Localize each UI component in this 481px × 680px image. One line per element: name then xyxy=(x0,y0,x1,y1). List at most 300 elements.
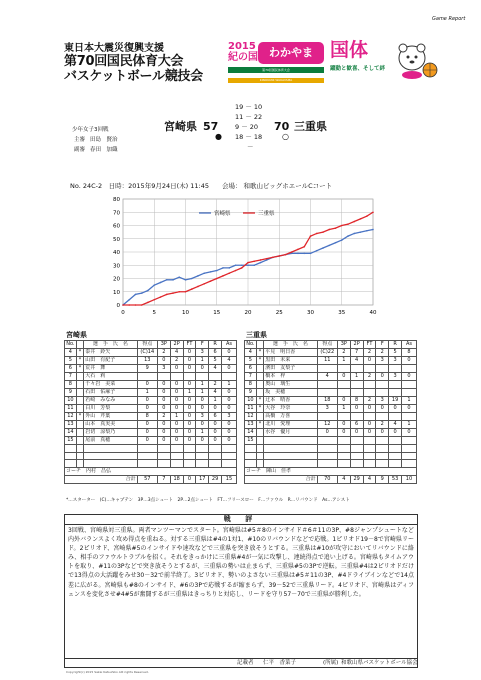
y-tick-label: 80 xyxy=(113,197,120,203)
empty-cell xyxy=(337,445,350,453)
table-row xyxy=(245,437,417,445)
roster-header-cell: No. xyxy=(66,341,75,347)
data-point xyxy=(266,258,268,260)
roster-header-cell: R xyxy=(209,341,222,349)
stat-cell: 19 xyxy=(389,397,402,405)
empty-cell xyxy=(376,460,389,468)
stat-cell: 0 xyxy=(137,421,157,429)
empty-row xyxy=(65,460,237,468)
empty-cell xyxy=(137,445,157,453)
empty-cell xyxy=(350,445,363,453)
total-cell: 53 xyxy=(389,475,402,483)
data-point xyxy=(135,294,137,296)
x-tick-label: 35 xyxy=(338,310,346,316)
stat-cell: 4 xyxy=(350,357,363,365)
player-name: 大谷 玲奈 xyxy=(264,405,317,413)
table-row xyxy=(245,421,417,429)
coach-name: コーチ 陳山 佳孝 xyxy=(245,467,417,475)
stat-cell: 9 xyxy=(65,389,77,397)
team-a-score: 57 xyxy=(203,120,219,133)
empty-cell xyxy=(137,452,157,460)
roster-header-cell: FT xyxy=(363,341,376,349)
stat-cell: 0 xyxy=(170,437,183,445)
empty-row xyxy=(65,452,237,460)
stat-cell: 3 xyxy=(317,405,337,413)
empty-row xyxy=(65,445,237,453)
player-name: 橋本 梓 xyxy=(264,373,317,381)
empty-cell xyxy=(84,460,137,468)
stat-cell xyxy=(76,389,83,397)
empty-cell xyxy=(245,452,257,460)
winner-mark: ○ xyxy=(282,132,289,141)
empty-cell xyxy=(65,452,77,460)
stat-cell: 2 xyxy=(363,373,376,381)
stat-cell: 0 xyxy=(363,429,376,437)
stat-cell xyxy=(350,413,363,421)
stat-cell xyxy=(76,421,83,429)
empty-cell xyxy=(196,452,209,460)
quarter-4: 18 － 18 xyxy=(235,133,263,141)
x-tick-label: 5 xyxy=(152,310,156,316)
data-point xyxy=(128,299,130,301)
data-point xyxy=(160,296,162,298)
stat-cell: 4 xyxy=(209,389,222,397)
empty-cell xyxy=(170,445,183,453)
stat-cell: 0 xyxy=(350,405,363,413)
copyright: Copyright(c) 2015 Sakai Katsuhiko Alll rights Reserved. xyxy=(66,670,149,674)
stat-cell: 0 xyxy=(170,405,183,413)
logo-year: 2015 xyxy=(228,41,256,52)
stat-cell: 1 xyxy=(137,389,157,397)
data-point xyxy=(197,275,199,277)
stat-cell: 0 xyxy=(376,373,389,381)
table-row xyxy=(245,397,417,405)
data-point xyxy=(297,249,299,251)
stat-cell: 0 xyxy=(337,429,350,437)
data-point xyxy=(185,291,187,293)
writer-name: 仁平 香菜子 xyxy=(263,660,297,666)
stat-cell: 3 xyxy=(221,413,236,421)
stat-cell: 0 xyxy=(170,429,183,437)
data-point xyxy=(303,246,305,248)
stat-cell: 0 xyxy=(157,421,170,429)
data-point xyxy=(372,211,374,213)
total-cell: 17 xyxy=(196,475,209,483)
data-point xyxy=(178,291,180,293)
roster-header-cell: No. xyxy=(246,341,255,347)
empty-cell xyxy=(84,452,137,460)
data-point xyxy=(253,260,255,262)
game-category: 少年女子3回戦 xyxy=(72,127,109,133)
stat-cell: 0 xyxy=(170,381,183,389)
player-name: 千々岩 美菜 xyxy=(84,381,137,389)
stat-cell: 3 xyxy=(196,349,209,357)
data-point xyxy=(153,284,155,286)
data-point xyxy=(160,282,162,284)
player-name: 外山 芹葉 xyxy=(84,413,137,421)
stat-cell xyxy=(337,413,350,421)
table-row xyxy=(65,389,237,397)
loser-mark: ● xyxy=(215,132,222,141)
data-point xyxy=(303,253,305,255)
stat-cell: 0 xyxy=(183,357,196,365)
stat-cell: 2 xyxy=(337,349,350,357)
data-point xyxy=(235,264,237,266)
stat-cell: 0 xyxy=(221,429,236,437)
stat-cell: 0 xyxy=(157,405,170,413)
stat-cell xyxy=(389,381,402,389)
table-row xyxy=(65,397,237,405)
y-tick-label: 20 xyxy=(113,276,120,283)
stat-cell xyxy=(76,405,83,413)
table-row xyxy=(245,357,417,365)
data-point xyxy=(272,257,274,259)
stat-cell: * xyxy=(256,405,263,413)
data-point xyxy=(335,227,337,229)
stat-cell: 12 xyxy=(65,413,77,421)
stat-cell: 1 xyxy=(221,381,236,389)
stat-cell xyxy=(363,381,376,389)
stat-cell: 1 xyxy=(350,373,363,381)
score-progression-chart xyxy=(103,195,379,321)
empty-cell xyxy=(157,445,170,453)
empty-cell xyxy=(157,452,170,460)
empty-cell xyxy=(317,452,337,460)
stat-cell: 0 xyxy=(196,397,209,405)
empty-cell xyxy=(65,445,77,453)
stat-cell xyxy=(317,365,337,373)
stat-cell: 0 xyxy=(209,421,222,429)
empty-cell xyxy=(350,460,363,468)
player-name xyxy=(264,437,317,445)
stat-cell: 1 xyxy=(209,397,222,405)
stat-cell xyxy=(157,373,170,381)
stat-cell xyxy=(317,437,337,445)
data-point xyxy=(147,302,149,304)
player-name: 荒井 舞 xyxy=(84,365,137,373)
table-row xyxy=(245,349,417,357)
empty-cell xyxy=(363,460,376,468)
player-name: 石田 佑麻子 xyxy=(84,389,137,397)
data-point xyxy=(347,223,349,225)
referee-2-label: 副審 xyxy=(74,147,86,153)
stat-cell: 1 xyxy=(401,421,416,429)
table-row xyxy=(65,381,237,389)
stat-cell: 0 xyxy=(221,349,236,357)
stat-cell: 10 xyxy=(65,397,77,405)
empty-cell xyxy=(245,460,257,468)
header-line-2: 第70回国民体育大会 xyxy=(64,54,184,69)
roster-header-cell: R xyxy=(389,341,402,349)
stat-cell: * xyxy=(256,349,263,357)
stat-cell: 8 xyxy=(65,381,77,389)
data-point xyxy=(278,255,280,257)
stat-cell: 0 xyxy=(363,405,376,413)
stat-cell: 0 xyxy=(389,405,402,413)
stat-cell: * xyxy=(256,397,263,405)
table-row xyxy=(65,357,237,365)
stat-cell xyxy=(363,389,376,397)
table-row xyxy=(245,413,417,421)
stat-cell: 1 xyxy=(337,357,350,365)
total-row xyxy=(65,475,237,483)
stat-cell: 0 xyxy=(137,405,157,413)
roster-header-cell: 2P xyxy=(350,341,363,349)
empty-cell xyxy=(183,452,196,460)
empty-cell xyxy=(264,452,317,460)
stat-cell: (C)22 xyxy=(317,349,337,357)
stat-cell: 4 xyxy=(209,365,222,373)
data-point xyxy=(341,225,343,227)
player-name: 坂 美穂 xyxy=(264,389,317,397)
stat-cell: 6 xyxy=(65,365,77,373)
empty-cell xyxy=(389,452,402,460)
review-footer xyxy=(65,658,417,667)
stat-cell: 7 xyxy=(350,349,363,357)
empty-cell xyxy=(170,460,183,468)
stat-cell: 10 xyxy=(245,397,257,405)
table-row xyxy=(245,429,417,437)
referee-1: 田島 賢治 xyxy=(90,137,118,143)
total-cell: 4 xyxy=(363,475,376,483)
stat-cell: 2 xyxy=(209,381,222,389)
roster-header-cell: F xyxy=(376,341,389,349)
empty-cell xyxy=(264,460,317,468)
team-b-name: 三重県 xyxy=(294,120,327,133)
data-point xyxy=(353,221,355,223)
stat-cell: 0 xyxy=(157,381,170,389)
empty-row xyxy=(245,460,417,468)
stat-cell: 0 xyxy=(221,421,236,429)
player-name: 高橋 万喜 xyxy=(264,413,317,421)
stat-cell: * xyxy=(256,421,263,429)
empty-cell xyxy=(256,452,263,460)
stat-cell: 0 xyxy=(376,429,389,437)
stat-cell: 0 xyxy=(401,373,416,381)
team-a-name: 宮崎県 xyxy=(164,120,197,133)
empty-cell xyxy=(84,445,137,453)
data-point xyxy=(347,235,349,237)
roster-header-cell: 3P xyxy=(337,341,350,349)
y-tick-label: 40 xyxy=(113,250,120,256)
stat-cell: 0 xyxy=(221,437,236,445)
stat-cell xyxy=(350,365,363,373)
stat-cell xyxy=(401,413,416,421)
roster-header-cell: F xyxy=(196,341,209,349)
table-row xyxy=(245,381,417,389)
stat-cell xyxy=(389,437,402,445)
data-point xyxy=(210,271,212,273)
stat-cell xyxy=(76,397,83,405)
stat-cell: 1 xyxy=(196,429,209,437)
stat-cell: 8 xyxy=(350,397,363,405)
stat-cell xyxy=(337,389,350,397)
header-line-1: 東日本大震災復興支援 xyxy=(64,43,164,54)
player-name: 若崎 みなみ xyxy=(84,397,137,405)
total-cell: 9 xyxy=(376,475,389,483)
legend-label: 三重県 xyxy=(258,211,275,217)
total-cell: 29 xyxy=(209,475,222,483)
stat-cell: 0 xyxy=(183,413,196,421)
roster-header-cell xyxy=(256,341,263,349)
empty-cell xyxy=(363,452,376,460)
legend-label: 宮崎県 xyxy=(214,211,231,217)
empty-cell xyxy=(196,445,209,453)
stat-cell: 18 xyxy=(317,397,337,405)
stat-cell xyxy=(363,413,376,421)
stat-cell: 9 xyxy=(137,365,157,373)
data-point xyxy=(216,278,218,280)
stat-cell: 0 xyxy=(170,365,183,373)
player-name: 山田 有紀子 xyxy=(84,357,137,365)
stat-cell xyxy=(401,389,416,397)
data-point xyxy=(310,235,312,237)
total-cell: 57 xyxy=(137,475,157,483)
overtime: － xyxy=(247,143,254,151)
stat-cell: 0 xyxy=(337,397,350,405)
stat-cell: 7 xyxy=(65,373,77,381)
empty-cell xyxy=(76,452,83,460)
empty-cell xyxy=(137,460,157,468)
stat-cell xyxy=(256,437,263,445)
empty-cell xyxy=(76,460,83,468)
stat-cell xyxy=(256,429,263,437)
referee-1-label: 主審 xyxy=(74,137,86,143)
y-tick-label: 50 xyxy=(113,236,120,243)
stat-cell xyxy=(350,389,363,397)
data-point xyxy=(216,270,218,272)
stat-cell: 0 xyxy=(401,429,416,437)
data-point xyxy=(360,218,362,220)
data-point xyxy=(291,251,293,253)
stat-cell: 0 xyxy=(183,437,196,445)
stat-cell: 5 xyxy=(65,357,77,365)
stat-cell: 0 xyxy=(337,373,350,381)
data-point xyxy=(253,264,255,266)
stat-cell: 0 xyxy=(221,397,236,405)
stat-cell xyxy=(363,365,376,373)
empty-cell xyxy=(363,445,376,453)
roster-header-cell: 選 手 氏 名 xyxy=(84,341,137,349)
y-tick-label: 60 xyxy=(113,223,120,230)
total-cell: 70 xyxy=(317,475,337,483)
table-row xyxy=(65,437,237,445)
table-row xyxy=(245,373,417,381)
stat-cell: 0 xyxy=(389,429,402,437)
empty-cell xyxy=(196,460,209,468)
stat-cell: 0 xyxy=(196,421,209,429)
empty-cell xyxy=(401,460,416,468)
stat-cell: 1 xyxy=(196,357,209,365)
stat-cell: 11 xyxy=(245,405,257,413)
empty-cell xyxy=(350,452,363,460)
data-point xyxy=(135,304,137,306)
player-name: 北川 愛理 xyxy=(264,421,317,429)
data-point xyxy=(222,267,224,269)
stat-cell: 0 xyxy=(157,429,170,437)
game-info: No. 24C-2 日時：2015年9月24日(木) 11:45 会場： 和歌山ビッグホエールCコート xyxy=(70,182,333,190)
data-point xyxy=(128,304,130,306)
data-point xyxy=(285,254,287,256)
empty-cell xyxy=(376,445,389,453)
y-tick-label: 30 xyxy=(113,263,120,270)
stat-cell: 2 xyxy=(376,421,389,429)
player-name: 黒田 未来 xyxy=(264,357,317,365)
roster-header-cell xyxy=(76,341,83,349)
total-cell: 29 xyxy=(350,475,363,483)
empty-row xyxy=(245,445,417,453)
stat-cell: 0 xyxy=(170,389,183,397)
kokutai-logo xyxy=(226,40,441,88)
stat-cell: 0 xyxy=(337,421,350,429)
data-point xyxy=(310,253,312,255)
empty-cell xyxy=(317,445,337,453)
roster-header-cell: 3P xyxy=(157,341,170,349)
roster-header-cell: FT xyxy=(183,341,196,349)
referee-2: 春田 加織 xyxy=(90,147,118,153)
stat-cell: 1 xyxy=(196,389,209,397)
stat-cell: 1 xyxy=(337,405,350,413)
stat-cell: 0 xyxy=(170,421,183,429)
stat-cell: 0 xyxy=(196,405,209,413)
table-row xyxy=(245,389,417,397)
roster-header-row xyxy=(65,341,237,349)
stat-cell xyxy=(376,413,389,421)
stat-cell: 0 xyxy=(209,429,222,437)
empty-cell xyxy=(389,445,402,453)
stat-cell: 8 xyxy=(401,349,416,357)
stat-cell: 0 xyxy=(376,405,389,413)
empty-cell xyxy=(256,460,263,468)
stat-cell: 13 xyxy=(65,421,77,429)
x-tick-label: 40 xyxy=(369,310,377,316)
mascot-icon xyxy=(390,40,438,80)
stat-cell: 0 xyxy=(137,429,157,437)
empty-cell xyxy=(209,452,222,460)
stat-cell: 15 xyxy=(245,437,257,445)
stat-cell xyxy=(76,373,83,381)
stat-cell xyxy=(363,437,376,445)
stat-cell: 0 xyxy=(157,397,170,405)
stat-cell: 0 xyxy=(196,365,209,373)
stat-cell: 8 xyxy=(137,413,157,421)
stat-cell: 0 xyxy=(350,429,363,437)
empty-row xyxy=(245,452,417,460)
data-point xyxy=(178,276,180,278)
stat-cell xyxy=(209,373,222,381)
stat-cell xyxy=(376,365,389,373)
stat-cell: 6 xyxy=(209,413,222,421)
total-cell: 10 xyxy=(401,475,416,483)
stat-cell xyxy=(256,413,263,421)
stat-cell xyxy=(401,437,416,445)
empty-cell xyxy=(170,452,183,460)
stat-cell: (C)14 xyxy=(137,349,157,357)
stat-cell: 9 xyxy=(245,389,257,397)
review-text: 3回戦、宮崎県対三重県。両者マンツーマンでスタート。宮崎県は#5＃8のインサイド＃6＃11の3P、#8ジャンプシュートなど内外バランスよく攻め得点を重ねる。対する三重県は#4の1対1、#10のリバウンドなどで応戦。1ピリオド19－8で宮崎県リード。2ピリオド、宮崎県#5のインサイドや速攻などで三重県を突き放そうとする。三重県は#10が攻守においてリバウンドに絡み、相手のファウルトラブルを招く。それをきっかけに三重県#4が一気に攻撃し、連続得点で追い上げる。宮崎県もタイムアウトを取り、#11の3Pなどで突き放そうとするが、三重県の勢いは止まらず、三重県#5の3Pで逆転。三重県#4は2ピリオドだけで13得点の大活躍をみせ30－32で前半終了。3ピリオド、勢いのよさない三重県は#5＃11の3P、#4ドライブインなどで14点差に広がる。宮崎県も#8のインサイド、#6の3Pで応戦するが縮まらず、39－52で三重県リード。4ピリオド、宮崎県はディフェンスを変化させ#4#5が奮闘するが三重県はきっちりと対応し、リードを守り57－70で三重県が勝利した。 xyxy=(68,527,414,598)
data-point xyxy=(241,264,243,266)
stat-cell: 0 xyxy=(209,405,222,413)
roster-header-cell: 選 手 氏 名 xyxy=(264,341,317,349)
empty-cell xyxy=(337,460,350,468)
data-point xyxy=(222,275,224,277)
table-row xyxy=(65,365,237,373)
y-tick-label: 0 xyxy=(116,303,120,309)
logo-romaji: KINOKUNI WAKAYAMA xyxy=(228,78,324,83)
player-name: 山本 真実美 xyxy=(84,421,137,429)
stat-cell xyxy=(389,389,402,397)
quarter-1: 19 － 10 xyxy=(235,103,263,111)
